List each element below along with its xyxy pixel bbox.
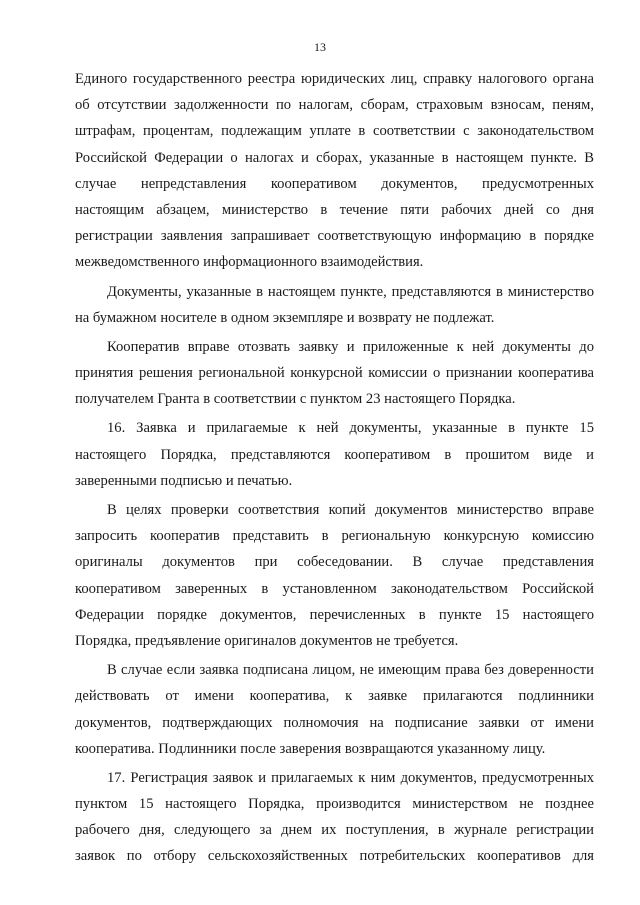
text-line: получателем Гранта в соответствии с пунктом 23 настоящего Порядка. [75, 391, 516, 408]
text-line: штрафам, процентам, подлежащим уплате в соответствии с законодательством [75, 123, 594, 140]
paragraph [75, 334, 594, 413]
text-line: Российской Федерации о налогах и сборах, указанные в настоящем пункте. В [75, 149, 594, 166]
text-line: действовать от имени кооператива, к заявке прилагаются подлинники [75, 688, 594, 705]
text-line: оригиналы документов при собеседовании. В случае представления [75, 554, 594, 571]
text-line: принятия решения региональной конкурсной комиссии о признании кооператива [75, 365, 594, 382]
text-line: Кооператив вправе отозвать заявку и приложенные к ней документы до [107, 338, 594, 355]
text-line: об отсутствии задолженности по налогам, сборам, страховым взносам, пеням, [75, 97, 594, 114]
text-line: запросить кооператив представить в региональную конкурсную комиссию [75, 528, 594, 545]
paragraph [75, 657, 594, 762]
text-line: заявок по отбору сельскохозяйственных потребительских кооперативов для [75, 848, 594, 865]
paragraph [75, 66, 594, 276]
text-line: кооперативом заверенных в установленном законодательством Российской [75, 580, 594, 597]
text-line: кооператива. Подлинники после заверения возвращаются указанному лицу. [75, 740, 546, 757]
text-line: Документы, указанные в настоящем пункте, представляются в министерство [107, 283, 594, 300]
text-line: рабочего дня, следующего за днем их поступления, в журнале регистрации [75, 822, 594, 839]
text-line: заверенными подписью и печатью. [75, 472, 293, 489]
text-line: В целях проверки соответствия копий документов министерство вправе [107, 502, 594, 518]
text-line: настоящим абзацем, министерство в течение пяти рабочих дней со дня [75, 201, 594, 218]
paragraph [75, 497, 594, 654]
text-line: документов, подтверждающих полномочия на подписание заявки от имени [75, 714, 594, 731]
document-body [75, 66, 594, 870]
paragraph [75, 279, 594, 331]
text-line: 16. Заявка и прилагаемые к ней документы, указанные в пункте 15 [107, 420, 594, 437]
text-line: Единого государственного реестра юридических лиц, справку налогового органа [75, 71, 594, 87]
paragraph [75, 765, 594, 870]
text-line: межведомственного информационного взаимодействия. [75, 254, 424, 271]
text-line: Порядка, предъявление оригиналов документов не требуется. [75, 632, 459, 649]
text-line: регистрации заявления запрашивает соответствующую информацию в порядке [75, 228, 594, 245]
text-line: Федерации порядке документов, перечисленных в пункте 15 настоящего [75, 606, 594, 623]
text-line: случае непредставления кооперативом документов, предусмотренных [75, 175, 594, 192]
paragraph [75, 415, 594, 494]
page-number: 13 [314, 40, 326, 54]
text-line: 17. Регистрация заявок и прилагаемых к ним документов, предусмотренных [107, 769, 594, 786]
text-line: настоящего Порядка, представляются кооперативом в прошитом виде и [75, 446, 594, 463]
text-line: В случае если заявка подписана лицом, не имеющим права без доверенности [107, 662, 594, 679]
text-line: пунктом 15 настоящего Порядка, производится министерством не позднее [75, 796, 594, 813]
text-line: на бумажном носителе в одном экземпляре и возврату не подлежат. [75, 309, 495, 326]
